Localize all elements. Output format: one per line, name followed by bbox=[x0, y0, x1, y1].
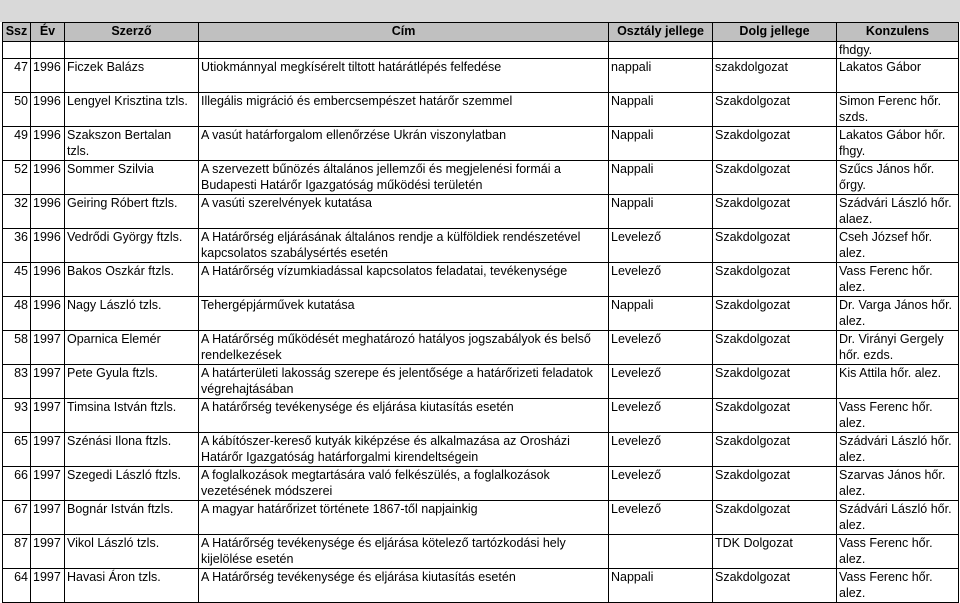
class-cell: Nappali bbox=[609, 297, 713, 331]
class-cell: Levelező bbox=[609, 229, 713, 263]
year-cell: 1996 bbox=[31, 263, 65, 297]
table-row bbox=[3, 93, 959, 127]
author-cell bbox=[65, 42, 199, 59]
title-cell: A vasúti szerelvények kutatása bbox=[199, 195, 609, 229]
title-cell: A határőrség tevékenysége és eljárása kiutasítás esetén bbox=[199, 399, 609, 433]
consultant-cell: Lakatos Gábor bbox=[837, 59, 959, 93]
class-cell: Levelező bbox=[609, 331, 713, 365]
author-cell: Bakos Oszkár ftzls. bbox=[65, 263, 199, 297]
year-cell: 1997 bbox=[31, 569, 65, 603]
type-cell: szakdolgozat bbox=[713, 59, 837, 93]
author-cell: Ficzek Balázs bbox=[65, 59, 199, 93]
ssz-cell: 50 bbox=[3, 93, 31, 127]
consultant-cell: fhdgy. bbox=[837, 42, 959, 59]
ssz-cell: 45 bbox=[3, 263, 31, 297]
consultant-cell: Szádvári László hőr. alez. bbox=[837, 433, 959, 467]
class-cell: Nappali bbox=[609, 161, 713, 195]
author-cell: Szakszon Bertalan tzls. bbox=[65, 127, 199, 161]
consultant-cell: Szűcs János hőr. őrgy. bbox=[837, 161, 959, 195]
class-cell bbox=[609, 535, 713, 569]
table-row bbox=[3, 263, 959, 297]
table-row bbox=[3, 399, 959, 433]
title-cell: A Határőrség vízumkiadással kapcsolatos feladatai, tevékenysége bbox=[199, 263, 609, 297]
type-cell: Szakdolgozat bbox=[713, 93, 837, 127]
class-cell: Levelező bbox=[609, 501, 713, 535]
author-cell: Lengyel Krisztina tzls. bbox=[65, 93, 199, 127]
table-row bbox=[3, 467, 959, 501]
author-cell: Bognár István ftzls. bbox=[65, 501, 199, 535]
consultant-cell: Szádvári László hőr. alaez. bbox=[837, 195, 959, 229]
ssz-cell: 83 bbox=[3, 365, 31, 399]
author-cell: Szegedi László ftzls. bbox=[65, 467, 199, 501]
year-cell: 1996 bbox=[31, 229, 65, 263]
class-cell: Nappali bbox=[609, 569, 713, 603]
type-cell: Szakdolgozat bbox=[713, 263, 837, 297]
table-row bbox=[3, 433, 959, 467]
header-cim: Cím bbox=[199, 23, 609, 42]
year-cell: 1996 bbox=[31, 161, 65, 195]
year-cell: 1997 bbox=[31, 535, 65, 569]
author-cell: Geiring Róbert ftzls. bbox=[65, 195, 199, 229]
ssz-cell: 47 bbox=[3, 59, 31, 93]
type-cell: Szakdolgozat bbox=[713, 569, 837, 603]
class-cell: Levelező bbox=[609, 433, 713, 467]
table-row bbox=[3, 535, 959, 569]
ssz-cell: 52 bbox=[3, 161, 31, 195]
type-cell: TDK Dolgozat bbox=[713, 535, 837, 569]
year-cell: 1996 bbox=[31, 297, 65, 331]
class-cell bbox=[609, 42, 713, 59]
title-cell: A Határőrség működését meghatározó hatályos jogszabályok és belső rendelkezések bbox=[199, 331, 609, 365]
year-cell: 1997 bbox=[31, 399, 65, 433]
class-cell: Levelező bbox=[609, 467, 713, 501]
table-row bbox=[3, 365, 959, 399]
type-cell: Szakdolgozat bbox=[713, 331, 837, 365]
table-row bbox=[3, 297, 959, 331]
table-row bbox=[3, 501, 959, 535]
title-cell: Utiokmánnyal megkísérelt tiltott határátlépés felfedése bbox=[199, 59, 609, 93]
title-cell: A kábítószer-kereső kutyák kiképzése és alkalmazása az Orosházi Határőr Igazgatóság határforgalmi kirendeltségein bbox=[199, 433, 609, 467]
consultant-cell: Dr. Varga János hőr. alez. bbox=[837, 297, 959, 331]
type-cell: Szakdolgozat bbox=[713, 365, 837, 399]
table-row bbox=[3, 229, 959, 263]
title-cell: A Határőrség tevékenysége és eljárása kiutasítás esetén bbox=[199, 569, 609, 603]
consultant-cell: Vass Ferenc hőr. alez. bbox=[837, 569, 959, 603]
class-cell: Levelező bbox=[609, 399, 713, 433]
year-cell: 1997 bbox=[31, 331, 65, 365]
header-konzulens: Konzulens bbox=[837, 23, 959, 42]
class-cell: Nappali bbox=[609, 93, 713, 127]
ssz-cell: 65 bbox=[3, 433, 31, 467]
ssz-cell: 36 bbox=[3, 229, 31, 263]
consultant-cell: Dr. Virányi Gergely hőr. ezds. bbox=[837, 331, 959, 365]
year-cell: 1997 bbox=[31, 501, 65, 535]
year-cell: 1997 bbox=[31, 433, 65, 467]
consultant-cell: Vass Ferenc hőr. alez. bbox=[837, 535, 959, 569]
consultant-cell: Vass Ferenc hőr. alez. bbox=[837, 263, 959, 297]
table-row bbox=[3, 161, 959, 195]
author-cell: Havasi Áron tzls. bbox=[65, 569, 199, 603]
consultant-cell: Szádvári László hőr. alez. bbox=[837, 501, 959, 535]
consultant-cell: Cseh József hőr. alez. bbox=[837, 229, 959, 263]
type-cell: Szakdolgozat bbox=[713, 467, 837, 501]
top-toolbar-strip bbox=[0, 0, 960, 22]
class-cell: Nappali bbox=[609, 195, 713, 229]
title-cell: Tehergépjárművek kutatása bbox=[199, 297, 609, 331]
table-row bbox=[3, 331, 959, 365]
title-cell: A foglalkozások megtartására való felkészülés, a foglalkozások vezetésének módszerei bbox=[199, 467, 609, 501]
thesis-table bbox=[2, 22, 959, 603]
consultant-cell: Vass Ferenc hőr. alez. bbox=[837, 399, 959, 433]
type-cell: Szakdolgozat bbox=[713, 127, 837, 161]
table-body bbox=[3, 42, 959, 603]
title-cell: Illegális migráció és embercsempészet határőr szemmel bbox=[199, 93, 609, 127]
table-row bbox=[3, 59, 959, 93]
title-cell: A Határőrség tevékenysége és eljárása kötelező tartózkodási hely kijelölése esetén bbox=[199, 535, 609, 569]
type-cell: Szakdolgozat bbox=[713, 433, 837, 467]
header-szerzo: Szerző bbox=[65, 23, 199, 42]
class-cell: Levelező bbox=[609, 365, 713, 399]
type-cell bbox=[713, 42, 837, 59]
ssz-cell: 48 bbox=[3, 297, 31, 331]
class-cell: nappali bbox=[609, 59, 713, 93]
header-ev: Év bbox=[31, 23, 65, 42]
consultant-cell: Szarvas János hőr. alez. bbox=[837, 467, 959, 501]
year-cell: 1996 bbox=[31, 127, 65, 161]
table-row bbox=[3, 42, 959, 59]
table-row bbox=[3, 127, 959, 161]
table-row bbox=[3, 195, 959, 229]
type-cell: Szakdolgozat bbox=[713, 399, 837, 433]
title-cell bbox=[199, 42, 609, 59]
type-cell: Szakdolgozat bbox=[713, 297, 837, 331]
title-cell: A határterületi lakosság szerepe és jelentősége a határőrizeti feladatok végrehajtásában bbox=[199, 365, 609, 399]
author-cell: Oparnica Elemér bbox=[65, 331, 199, 365]
header-row bbox=[3, 23, 959, 42]
header-ssz: Ssz bbox=[3, 23, 31, 42]
author-cell: Vedrődi György ftzls. bbox=[65, 229, 199, 263]
consultant-cell: Lakatos Gábor hőr. fhgy. bbox=[837, 127, 959, 161]
title-cell: A vasút határforgalom ellenőrzése Ukrán viszonylatban bbox=[199, 127, 609, 161]
author-cell: Timsina István ftzls. bbox=[65, 399, 199, 433]
author-cell: Vikol László tzls. bbox=[65, 535, 199, 569]
header-osztaly: Osztály jellege bbox=[609, 23, 713, 42]
ssz-cell: 32 bbox=[3, 195, 31, 229]
type-cell: Szakdolgozat bbox=[713, 195, 837, 229]
class-cell: Nappali bbox=[609, 127, 713, 161]
year-cell: 1997 bbox=[31, 365, 65, 399]
type-cell: Szakdolgozat bbox=[713, 501, 837, 535]
year-cell bbox=[31, 42, 65, 59]
type-cell: Szakdolgozat bbox=[713, 229, 837, 263]
title-cell: A magyar határőrizet története 1867-től napjainkig bbox=[199, 501, 609, 535]
ssz-cell: 64 bbox=[3, 569, 31, 603]
ssz-cell: 93 bbox=[3, 399, 31, 433]
consultant-cell: Simon Ferenc hőr. szds. bbox=[837, 93, 959, 127]
author-cell: Pete Gyula ftzls. bbox=[65, 365, 199, 399]
year-cell: 1997 bbox=[31, 467, 65, 501]
header-dolg: Dolg jellege bbox=[713, 23, 837, 42]
author-cell: Szénási Ilona ftzls. bbox=[65, 433, 199, 467]
year-cell: 1996 bbox=[31, 59, 65, 93]
ssz-cell: 67 bbox=[3, 501, 31, 535]
author-cell: Nagy László tzls. bbox=[65, 297, 199, 331]
title-cell: A Határőrség eljárásának általános rendje a külföldiek rendészetével kapcsolatos szabálysértés esetén bbox=[199, 229, 609, 263]
ssz-cell: 58 bbox=[3, 331, 31, 365]
ssz-cell: 66 bbox=[3, 467, 31, 501]
author-cell: Sommer Szilvia bbox=[65, 161, 199, 195]
title-cell: A szervezett bűnözés általános jellemzői és megjelenési formái a Budapesti Határőr Igazgatóság működési területén bbox=[199, 161, 609, 195]
consultant-cell: Kis Attila hőr. alez. bbox=[837, 365, 959, 399]
ssz-cell: 87 bbox=[3, 535, 31, 569]
class-cell: Levelező bbox=[609, 263, 713, 297]
year-cell: 1996 bbox=[31, 93, 65, 127]
type-cell: Szakdolgozat bbox=[713, 161, 837, 195]
year-cell: 1996 bbox=[31, 195, 65, 229]
ssz-cell bbox=[3, 42, 31, 59]
table-row bbox=[3, 569, 959, 603]
ssz-cell: 49 bbox=[3, 127, 31, 161]
